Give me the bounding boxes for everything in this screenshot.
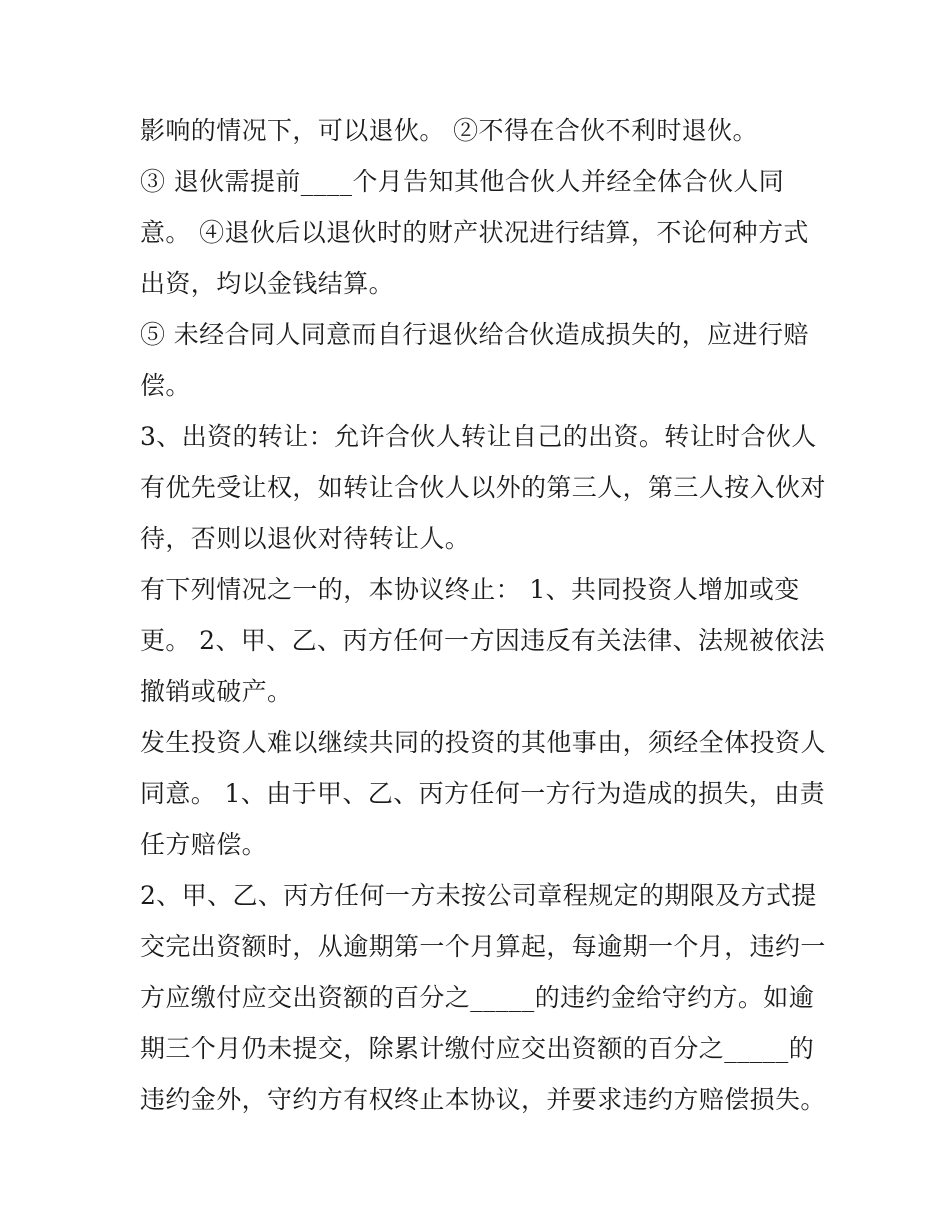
text-line: 违约金外，守约方有权终止本协议，并要求违约方赔偿损失。 (140, 1085, 826, 1114)
text-line: 期三个月仍未提交，除累计缴付应交出资额的百分之_____的 (140, 1034, 815, 1063)
text-line: 交完出资额时，从逾期第一个月算起，每逾期一个月，违约一 (140, 932, 826, 961)
text-line: 意。 ④退伙后以退伙时的财产状况进行结算，不论何种方式 (140, 218, 809, 247)
text-line: 撤销或破产。 (140, 677, 293, 706)
text-line: 更。 2、甲、乙、丙方任何一方因违反有关法律、法规被依法 (140, 626, 826, 655)
text-line: 3、出资的转让：允许合伙人转让自己的出资。转让时合伙人 (140, 422, 817, 451)
text-line: 2、甲、乙、丙方任何一方未按公司章程规定的期限及方式提 (140, 881, 817, 910)
text-line: 待，否则以退伙对待转让人。 (140, 524, 471, 553)
text-line: 有下列情况之一的，本协议终止： 1、共同投资人增加或变 (140, 575, 800, 604)
text-line: ⑤ 未经合同人同意而自行退伙给合伙造成损失的，应进行赔 (140, 320, 809, 349)
document-body (140, 105, 830, 1125)
text-line: 影响的情况下，可以退伙。 ②不得在合伙不利时退伙。 (140, 116, 758, 145)
text-line: 方应缴付应交出资额的百分之_____的违约金给守约方。如逾 (140, 983, 815, 1012)
text-line: 出资，均以金钱结算。 (140, 269, 395, 298)
text-line: 有优先受让权，如转让合伙人以外的第三人，第三人按入伙对 (140, 473, 826, 502)
text-line: ③ 退伙需提前____个月告知其他合伙人并经全体合伙人同 (140, 167, 785, 196)
text-line: 同意。 1、由于甲、乙、丙方任何一方行为造成的损失，由责 (140, 779, 826, 808)
text-line: 发生投资人难以继续共同的投资的其他事由，须经全体投资人 (140, 728, 826, 757)
text-line: 任方赔偿。 (140, 830, 268, 859)
text-line: 偿。 (140, 371, 191, 400)
